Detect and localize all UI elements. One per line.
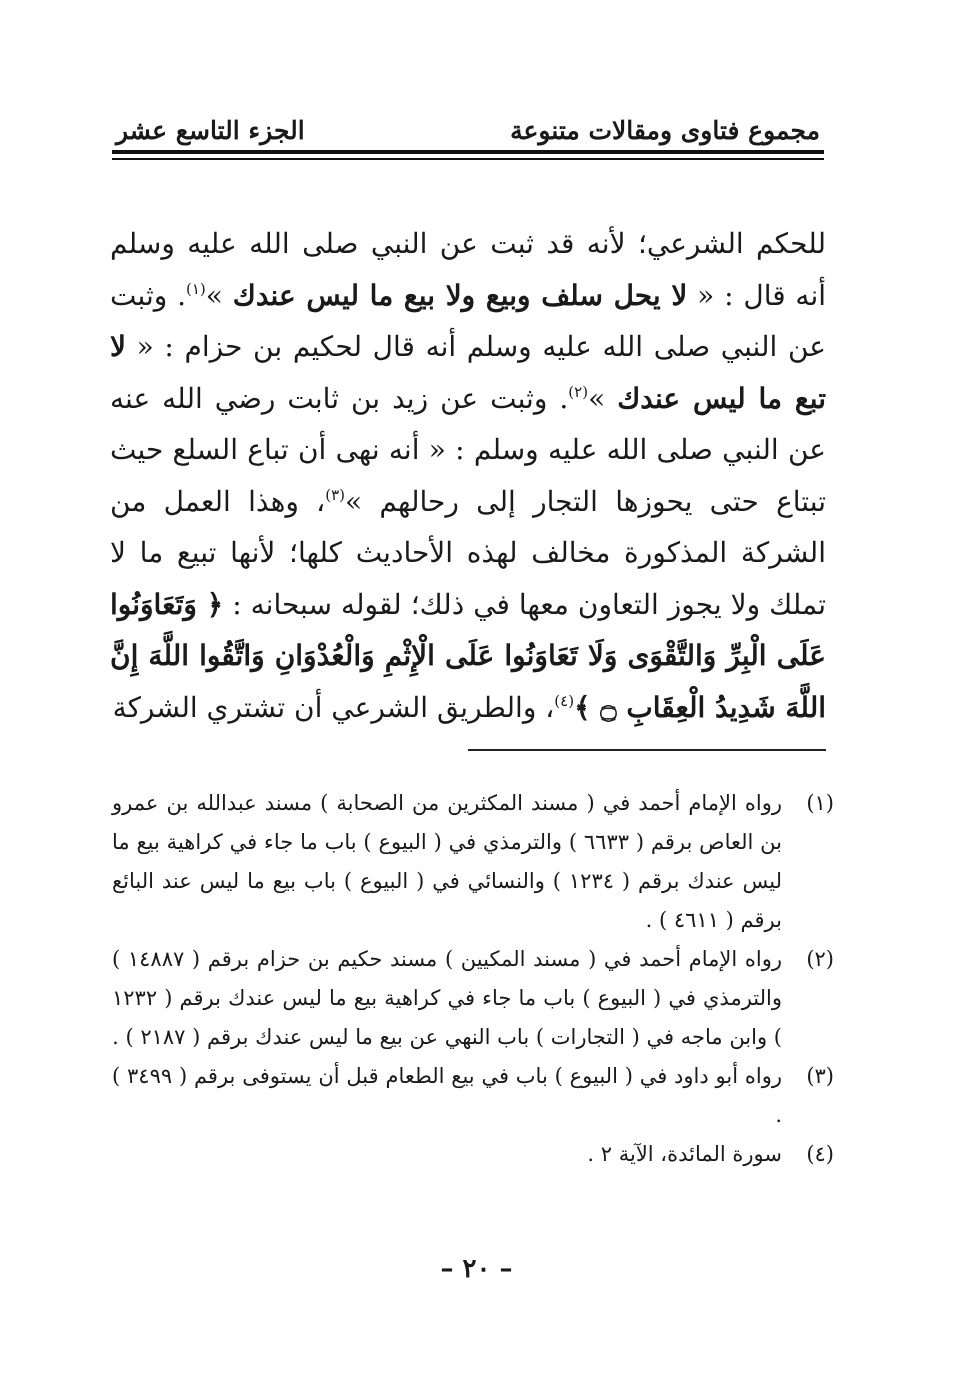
paragraph-segment: للحكم الشرعي؛ لأنه قد ثبت عن النبي صلى الله عليه وسلم أنه قال : « (110, 227, 827, 312)
footnote-ref-1[interactable]: (١) (185, 279, 206, 298)
page-number: – ٢٠ – (440, 1254, 513, 1284)
quote-close: » (205, 278, 233, 312)
paragraph-segment: ، وهذا العمل من الشركة المذكورة مخالف لهذه الأحاديث كلها؛ لأنها تبيع ما لا تملك ولا يجوز التعاون معها في ذلك؛ لقوله سبحانه : (110, 484, 826, 621)
hadith-quote: لا تبع ما ليس عندك (110, 330, 827, 415)
footnote-item (112, 1135, 834, 1174)
footnote-number: (٢) (806, 947, 834, 971)
footnote-number: (٣) (806, 1064, 834, 1088)
footnote-item (112, 784, 834, 940)
quote-close: » (588, 381, 618, 415)
footnote-item (112, 1057, 834, 1135)
hadith-quote: لا يحل سلف وبيع ولا بيع ما ليس عندك (232, 278, 688, 312)
paragraph-segment: ، والطريق الشرعي أن تشتري الشركة (112, 690, 555, 724)
header-rule-thin (112, 158, 824, 160)
book-title: مجموع فتاوى ومقالات متنوعة (510, 116, 820, 145)
footnote-text: رواه أبو داود في ( البيوع ) باب في بيع الطعام قبل أن يستوفى برقم ( ٣٤٩٩ ) . (112, 1064, 783, 1127)
footnotes (112, 784, 834, 1174)
volume-label: الجزء التاسع عشر (116, 116, 305, 145)
main-text (110, 218, 826, 733)
paragraph-segment: . وثبت عن زيد بن ثابت رضي الله عنه عن النبي صلى الله عليه وسلم : « أنه نهى أن تباع السلع حيث تبتاع حتى يحوزها التجار إلى رحالهم » (110, 381, 826, 518)
footnote-text: رواه الإمام أحمد في ( مسند المكثرين من الصحابة ) مسند عبدالله بن عمرو بن العاص برقم ( ٦٦٣٣ ) والترمذي في ( البيوع ) باب ما جاء في كراهية بيع ما ليس عندك برقم ( ١٢٣٤ ) والنسائي في ( البيوع ) باب بيع ما ليس عند البائع برقم ( ٤٦١١ ) . (112, 791, 782, 932)
paragraph-segment: . وثبت عن النبي صلى الله عليه وسلم أنه قال لحكيم بن حزام : « (110, 278, 826, 363)
footnote-number: (٤) (806, 1142, 834, 1166)
footnote-ref-2[interactable]: (٢) (568, 382, 589, 401)
footnote-text: سورة المائدة، الآية ٢ . (587, 1142, 782, 1166)
footnote-ref-3[interactable]: (٣) (325, 485, 345, 504)
footnote-number: (١) (806, 791, 834, 815)
quran-verse: ﴿ وَتَعَاوَنُوا عَلَى الْبِرِّ وَالتَّقْوَى وَلَا تَعَاوَنُوا عَلَى الْإِثْمِ وَالْعُدْوَانِ وَاتَّقُوا اللَّهَ إِنَّ اللَّهَ شَدِيدُ الْعِقَابِ ۝ ﴾ (110, 587, 826, 724)
header-rule-thick (112, 150, 824, 154)
footnote-separator (468, 749, 826, 751)
footnote-ref-4[interactable]: (٤) (554, 691, 575, 710)
running-header (112, 112, 824, 152)
footnote-text: رواه الإمام أحمد في ( مسند المكيين ) مسند حكيم بن حزام برقم ( ١٤٨٨٧ ) والترمذي في ( البيوع ) باب ما جاء في كراهية بيع ما ليس عندك برقم ( ١٢٣٢ ) وابن ماجه في ( التجارات ) باب النهي عن بيع ما ليس عندك برقم ( ٢١٨٧ ) . (112, 947, 782, 1049)
footnote-item (112, 940, 834, 1057)
